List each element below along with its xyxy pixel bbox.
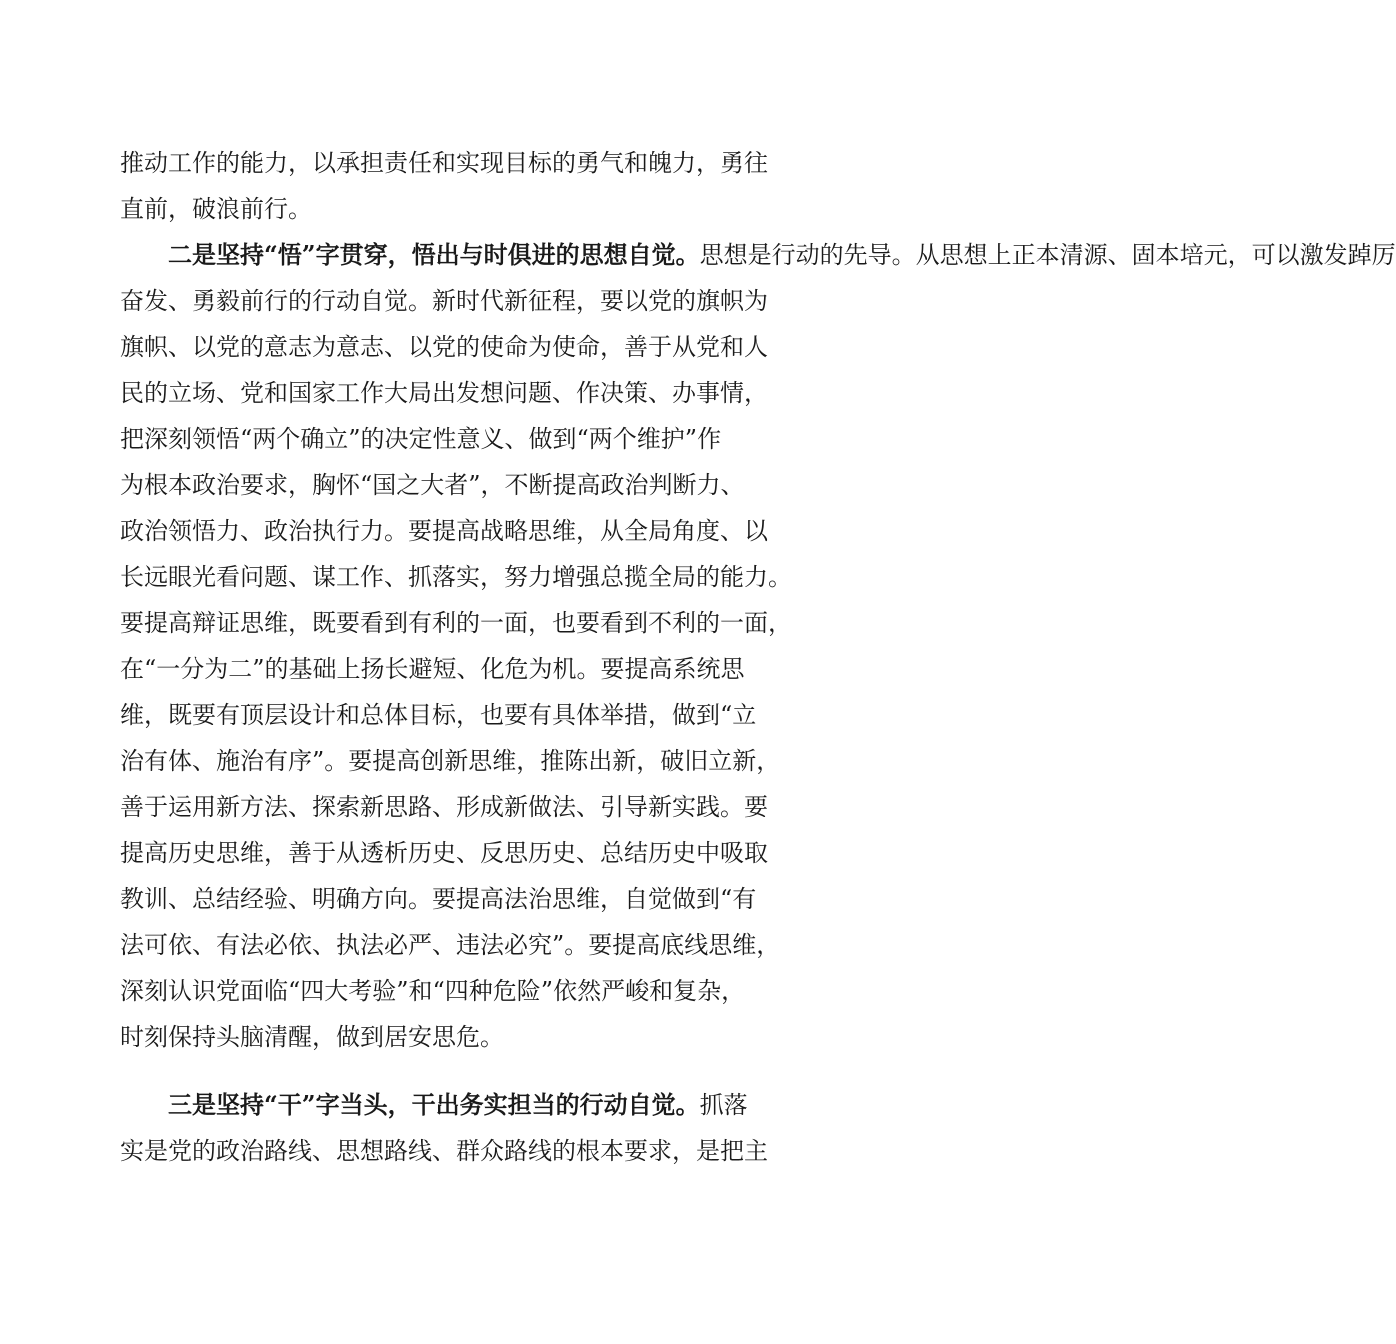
- text-line: 旗帜、以党的意志为意志、以党的使命为使命，善于从党和人: [120, 333, 768, 361]
- text-line: 为根本政治要求，胸怀“国之大者”，不断提高政治判断力、: [120, 471, 745, 499]
- section-heading-2: 二是坚持“悟”字贯穿，悟出与时俱进的思想自觉。: [168, 240, 700, 269]
- text-line: 政治领悟力、政治执行力。要提高战略思维，从全局角度、以: [120, 517, 768, 545]
- text-run: 思想是行动的先导。从思想上正本清源、固本培元，可以激发踔厉: [699, 241, 1396, 269]
- text-line: 要提高辩证思维，既要看到有利的一面，也要看到不利的一面，: [120, 609, 792, 637]
- text-line: 直前，破浪前行。: [120, 195, 312, 223]
- text-line: 治有体、施治有序”。要提高创新思维，推陈出新，破旧立新，: [120, 747, 781, 775]
- text-line: 实是党的政治路线、思想路线、群众路线的根本要求，是把主: [120, 1137, 768, 1165]
- paragraph-2-first-line: [168, 240, 1396, 270]
- section-heading-3: 三是坚持“干”字当头，干出务实担当的行动自觉。: [168, 1090, 700, 1119]
- text-run: 抓落: [699, 1091, 748, 1119]
- text-line: 善于运用新方法、探索新思路、形成新做法、引导新实践。要: [120, 793, 768, 821]
- text-line: 奋发、勇毅前行的行动自觉。新时代新征程，要以党的旗帜为: [120, 287, 768, 315]
- text-line: 在“一分为二”的基础上扬长避短、化危为机。要提高系统思: [120, 655, 745, 683]
- text-line: 推动工作的能力，以承担责任和实现目标的勇气和魄力，勇往: [120, 149, 768, 177]
- text-line: 维，既要有顶层设计和总体目标，也要有具体举措，做到“立: [120, 701, 757, 729]
- text-line: 教训、总结经验、明确方向。要提高法治思维，自觉做到“有: [120, 885, 757, 913]
- text-line: 深刻认识党面临“四大考验”和“四种危险”依然严峻和复杂，: [120, 977, 746, 1005]
- text-line: 法可依、有法必依、执法必严、违法必究”。要提高底线思维，: [120, 931, 781, 959]
- paragraph-3-first-line: [168, 1090, 832, 1120]
- text-line: 提高历史思维，善于从透析历史、反思历史、总结历史中吸取: [120, 839, 768, 867]
- text-line: 时刻保持头脑清醒，做到居安思危。: [120, 1023, 504, 1051]
- text-line: 长远眼光看问题、谋工作、抓落实，努力增强总揽全局的能力。: [120, 563, 792, 591]
- text-line: 民的立场、党和国家工作大局出发想问题、作决策、办事情，: [120, 379, 768, 407]
- text-line: 把深刻领悟“两个确立”的决定性意义、做到“两个维护”作: [120, 425, 722, 453]
